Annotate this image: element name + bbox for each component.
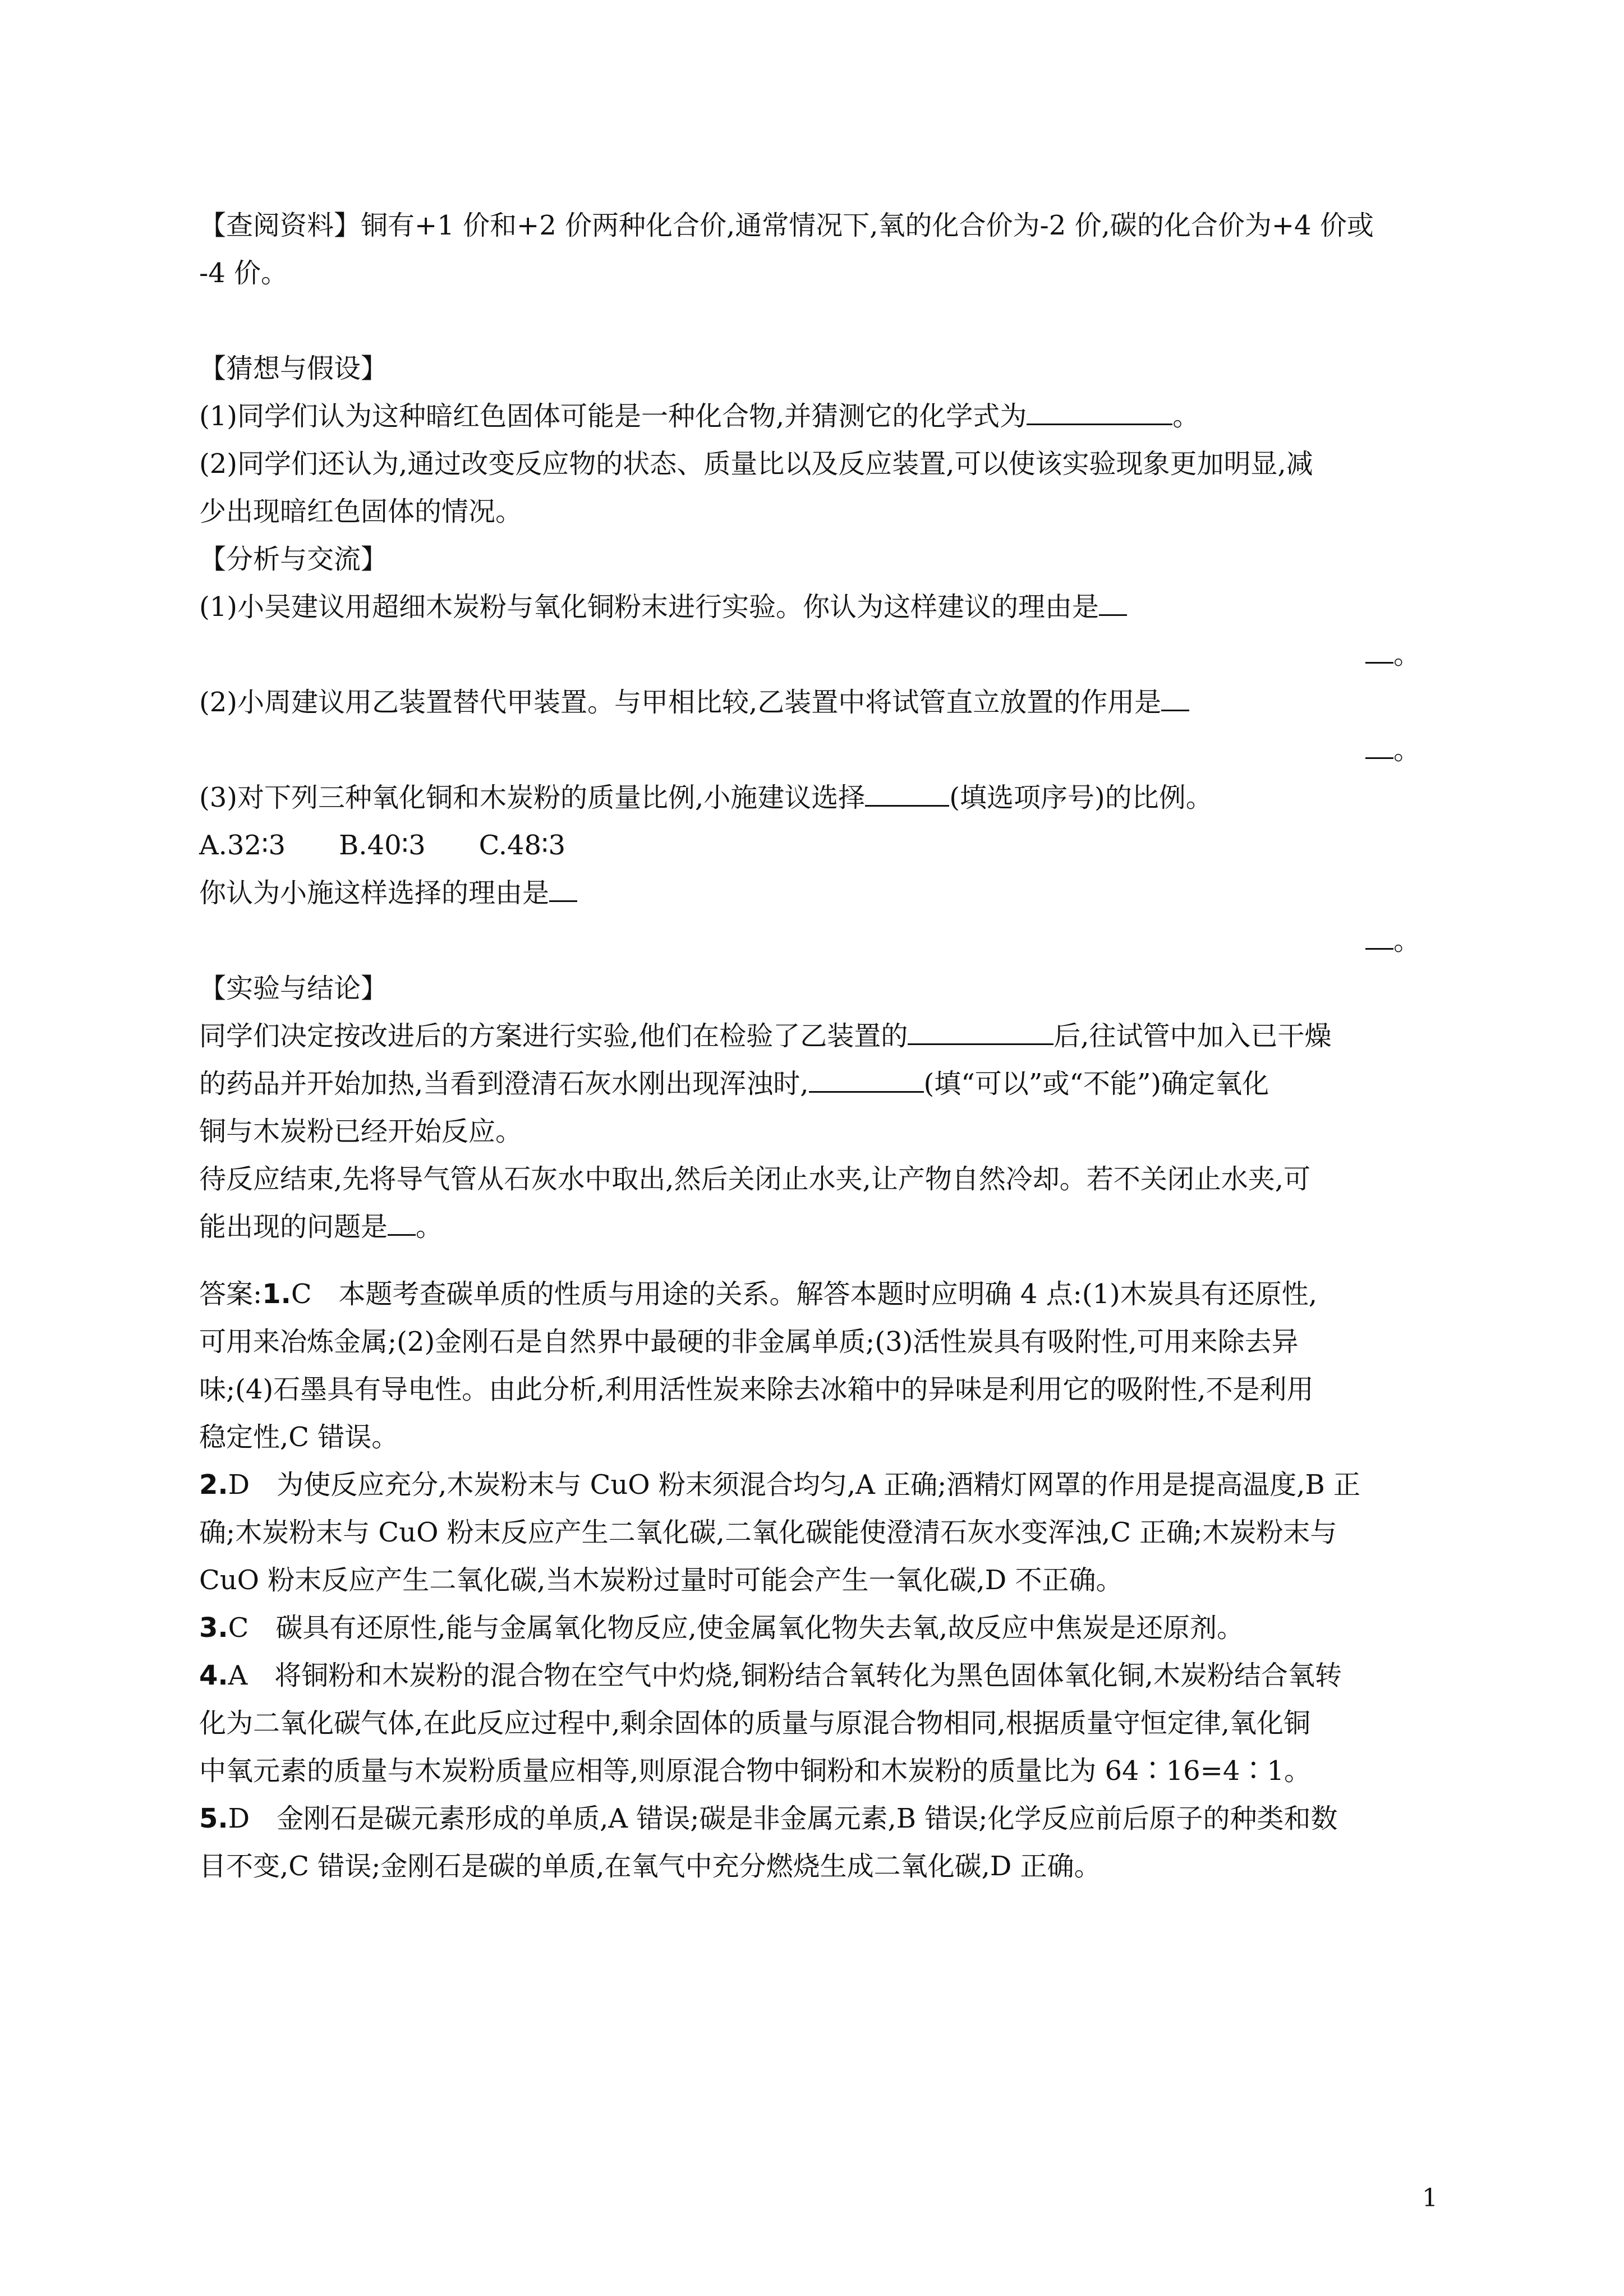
answer-blank[interactable] — [865, 799, 949, 807]
answer-3 — [199, 1604, 1425, 1652]
analysis-q2 — [199, 679, 1425, 726]
option-b: B.40∶3 — [339, 830, 426, 861]
answer-4-line-3: 中氧元素的质量与木炭粉质量应相等,则原混合物中铜粉和木炭粉的质量比为 64∶16=4∶1。 — [199, 1755, 1311, 1787]
experiment-line-3: 铜与木炭粉已经开始反应。 — [199, 1116, 523, 1147]
experiment-line-1-text: 同学们决定按改进后的方案进行实验,他们在检验了乙装置的 — [199, 1020, 908, 1052]
spacer — [199, 1251, 1425, 1271]
answer-number: 5. — [199, 1803, 228, 1834]
answer-5-line-2: 目不变,C 错误;金刚石是碳的单质,在氧气中充分燃烧生成二氧化碳,D 正确。 — [199, 1851, 1101, 1882]
end-mark: 。 — [1393, 734, 1420, 766]
option-c: C.48∶3 — [479, 830, 566, 861]
hypothesis-q2-line-2: 少出现暗红色固体的情况。 — [199, 496, 523, 527]
answer-4 — [199, 1652, 1425, 1700]
answer-text: D 为使反应充分,木炭粉末与 CuO 粉末须混合均匀,A 正确;酒精灯网罩的作用是提高温度,B 正 — [228, 1469, 1361, 1501]
spacer — [199, 297, 1425, 345]
answers-label: 答案: — [199, 1278, 263, 1310]
answer-2-line-2: 确;木炭粉末与 CuO 粉末反应产生二氧化碳,二氧化碳能使澄清石灰水变浑浊,C 正确;木炭粉末与 — [199, 1517, 1337, 1548]
hypothesis-q1-end: 。 — [1172, 401, 1200, 432]
experiment-line-5 — [199, 1203, 1425, 1251]
page-number: 1 — [1422, 2184, 1438, 2212]
experiment-line-1-tail: 后,往试管中加入已干燥 — [1053, 1020, 1332, 1052]
analysis-reason — [199, 869, 1425, 917]
answer-blank[interactable] — [809, 1085, 924, 1093]
answer-1-line-3: 味;(4)石墨具有导电性。由此分析,利用活性炭来除去冰箱中的异味是利用它的吸附性,不是利用 — [199, 1374, 1314, 1405]
hypothesis-q1-text: (1)同学们认为这种暗红色固体可能是一种化合物,并猜测它的化学式为 — [199, 401, 1027, 432]
answer-blank[interactable] — [1027, 418, 1172, 425]
experiment-line-2 — [199, 1060, 1425, 1108]
experiment-line-5-text: 能出现的问题是 — [199, 1211, 388, 1243]
answer-number: 3. — [199, 1612, 228, 1644]
answer-text: D 金刚石是碳元素形成的单质,A 错误;碳是非金属元素,B 错误;化学反应前后原子的种类和数 — [228, 1803, 1338, 1834]
analysis-heading: 【分析与交流】 — [199, 544, 388, 575]
answer-text: A 将铜粉和木炭粉的混合物在空气中灼烧,铜粉结合氧转化为黑色固体氧化铜,木炭粉结合氧转 — [228, 1660, 1342, 1691]
analysis-q1-text: (1)小吴建议用超细木炭粉与氧化铜粉末进行实验。你认为这样建议的理由是 — [199, 591, 1099, 623]
answer-1-line-4: 稳定性,C 错误。 — [199, 1421, 399, 1453]
end-mark: 。 — [1393, 639, 1420, 670]
answer-number: 2. — [199, 1469, 228, 1501]
answer-blank[interactable] — [388, 1228, 416, 1236]
analysis-q1 — [199, 583, 1425, 631]
analysis-q3-options — [199, 822, 1425, 869]
experiment-line-2-text: 的药品并开始加热,当看到澄清石灰水刚出现浑浊时, — [199, 1068, 809, 1099]
analysis-q2-end — [199, 726, 1425, 774]
answer-number: 4. — [199, 1660, 228, 1691]
answer-2 — [199, 1461, 1425, 1509]
analysis-q3-tail: (填选项序号)的比例。 — [949, 782, 1213, 813]
answer-1-line-2: 可用来冶炼金属;(2)金刚石是自然界中最硬的非金属单质;(3)活性炭具有吸附性,可用来除去异 — [199, 1326, 1299, 1358]
answer-number: 1. — [262, 1278, 291, 1310]
answer-blank[interactable] — [1365, 656, 1393, 664]
answer-text: C 本题考查碳单质的性质与用途的关系。解答本题时应明确 4 点:(1)木炭具有还原性, — [291, 1278, 1318, 1310]
experiment-line-5-end: 。 — [416, 1211, 443, 1243]
experiment-heading: 【实验与结论】 — [199, 973, 388, 1004]
option-a: A.32∶3 — [199, 830, 286, 861]
experiment-line-4: 待反应结束,先将导气管从石灰水中取出,然后关闭止水夹,让产物自然冷却。若不关闭止水夹,可 — [199, 1163, 1311, 1195]
document-body — [199, 202, 1425, 1890]
answer-blank[interactable] — [1161, 704, 1189, 711]
answer-2-line-3: CuO 粉末反应产生二氧化碳,当木炭粉过量时可能会产生一氧化碳,D 不正确。 — [199, 1565, 1123, 1596]
analysis-q2-text: (2)小周建议用乙装置替代甲装置。与甲相比较,乙装置中将试管直立放置的作用是 — [199, 687, 1162, 718]
hypothesis-q1 — [199, 393, 1425, 440]
analysis-reason-text: 你认为小施这样选择的理由是 — [199, 877, 550, 909]
info-line-1: 【查阅资料】铜有+1 价和+2 价两种化合价,通常情况下,氧的化合价为-2 价,碳的化合价为+4 价或 — [199, 210, 1374, 241]
experiment-line-2-tail: (填“可以”或“不能”)确定氧化 — [923, 1068, 1269, 1099]
analysis-reason-end — [199, 917, 1425, 965]
answer-4-line-2: 化为二氧化碳气体,在此反应过程中,剩余固体的质量与原混合物相同,根据质量守恒定律,氧化铜 — [199, 1708, 1311, 1739]
answer-text: C 碳具有还原性,能与金属氧化物反应,使金属氧化物失去氧,故反应中焦炭是还原剂。 — [228, 1612, 1244, 1644]
answer-blank[interactable] — [1099, 609, 1127, 616]
experiment-line-1 — [199, 1013, 1425, 1060]
hypothesis-heading: 【猜想与假设】 — [199, 353, 388, 384]
analysis-q3-text: (3)对下列三种氧化铜和木炭粉的质量比例,小施建议选择 — [199, 782, 866, 813]
hypothesis-q2-line-1: (2)同学们还认为,通过改变反应物的状态、质量比以及反应装置,可以使该实验现象更加明显,减 — [199, 448, 1313, 480]
analysis-q3 — [199, 774, 1425, 822]
answer-5 — [199, 1795, 1425, 1843]
info-line-2: -4 价。 — [199, 257, 288, 289]
analysis-q1-end — [199, 631, 1425, 679]
answer-blank[interactable] — [1365, 752, 1393, 759]
end-mark: 。 — [1393, 925, 1420, 956]
answer-blank[interactable] — [1365, 942, 1393, 950]
answer-1 — [199, 1271, 1425, 1318]
answer-blank[interactable] — [908, 1038, 1053, 1045]
answer-blank[interactable] — [549, 895, 577, 902]
